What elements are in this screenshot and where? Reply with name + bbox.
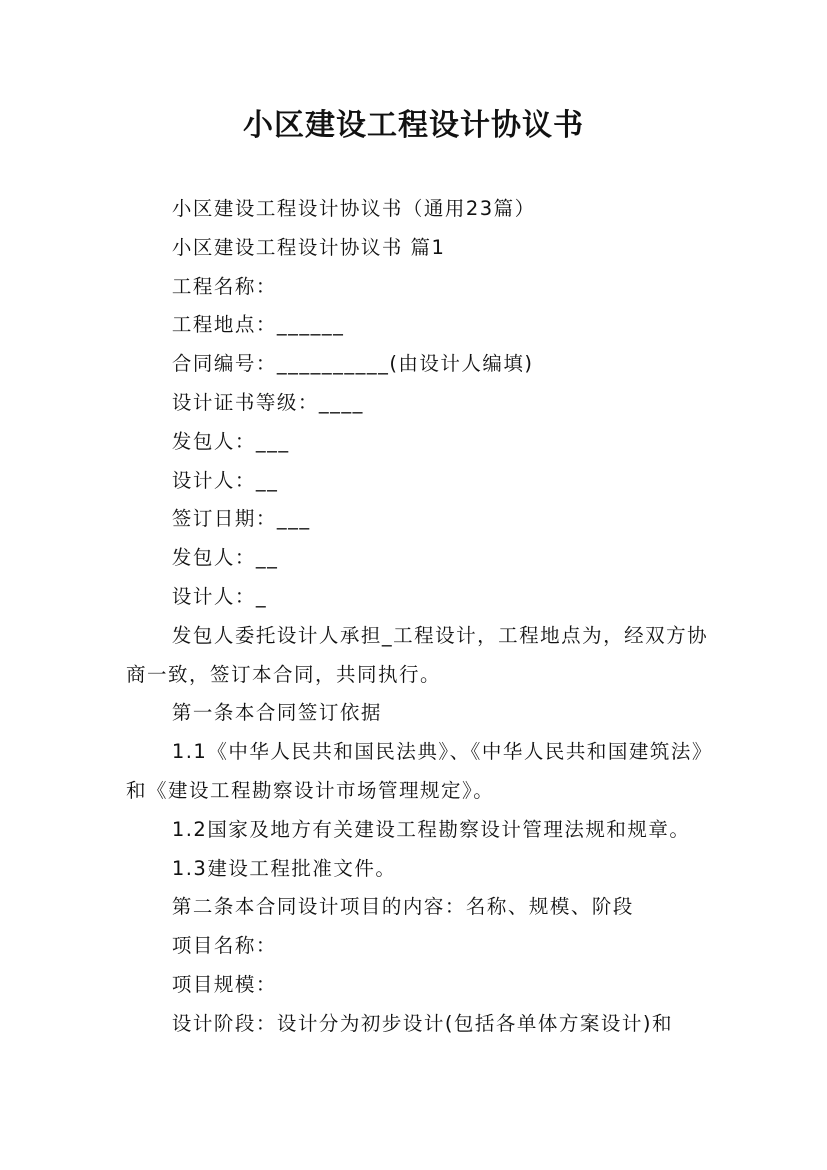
paragraph-item-scale: 项目规模： bbox=[171, 972, 277, 996]
paragraph-article-2: 第二条本合同设计项目的内容：名称、规模、阶段 bbox=[171, 895, 634, 919]
paragraph-designer-2: 设计人：_ bbox=[171, 584, 268, 608]
paragraph-sign-date: 签订日期：___ bbox=[171, 507, 311, 531]
paragraph-project-location: 工程地点：______ bbox=[171, 313, 345, 337]
paragraph-clause-1-2: 1.2国家及地方有关建设工程勘察设计管理法规和规章。 bbox=[171, 817, 691, 841]
paragraph-clause-1-1: 1.1《中华人民共和国民法典》、《中华人民共和国建筑法》和《建设工程勘察设计市场管理规定》。 bbox=[126, 740, 713, 802]
paragraph-certificate-level: 设计证书等级：____ bbox=[171, 390, 364, 414]
paragraph-subtitle: 小区建设工程设计协议书（通用23篇） bbox=[171, 197, 536, 220]
paragraph-employer: 发包人：___ bbox=[171, 429, 290, 453]
paragraph-employer-2: 发包人：__ bbox=[171, 546, 279, 570]
paragraph-contract-number: 合同编号：__________(由设计人编填) bbox=[171, 352, 534, 376]
paragraph-clause-1-3: 1.3建设工程批准文件。 bbox=[171, 856, 397, 880]
paragraph-article-1: 第一条本合同签订依据 bbox=[171, 701, 382, 725]
paragraph-designer: 设计人：__ bbox=[171, 468, 279, 492]
document-title: 小区建设工程设计协议书 bbox=[243, 108, 584, 143]
paragraph-intro: 发包人委托设计人承担_工程设计，工程地点为，经双方协商一致，签订本合同，共同执行。 bbox=[126, 623, 709, 686]
paragraph-section-heading: 小区建设工程设计协议书 篇1 bbox=[171, 235, 446, 259]
paragraph-project-name: 工程名称： bbox=[171, 274, 277, 298]
document-body bbox=[126, 190, 716, 1044]
paragraph-item-name: 项目名称： bbox=[171, 934, 277, 958]
paragraph-design-stage: 设计阶段：设计分为初步设计(包括各单体方案设计)和 bbox=[171, 1011, 674, 1035]
